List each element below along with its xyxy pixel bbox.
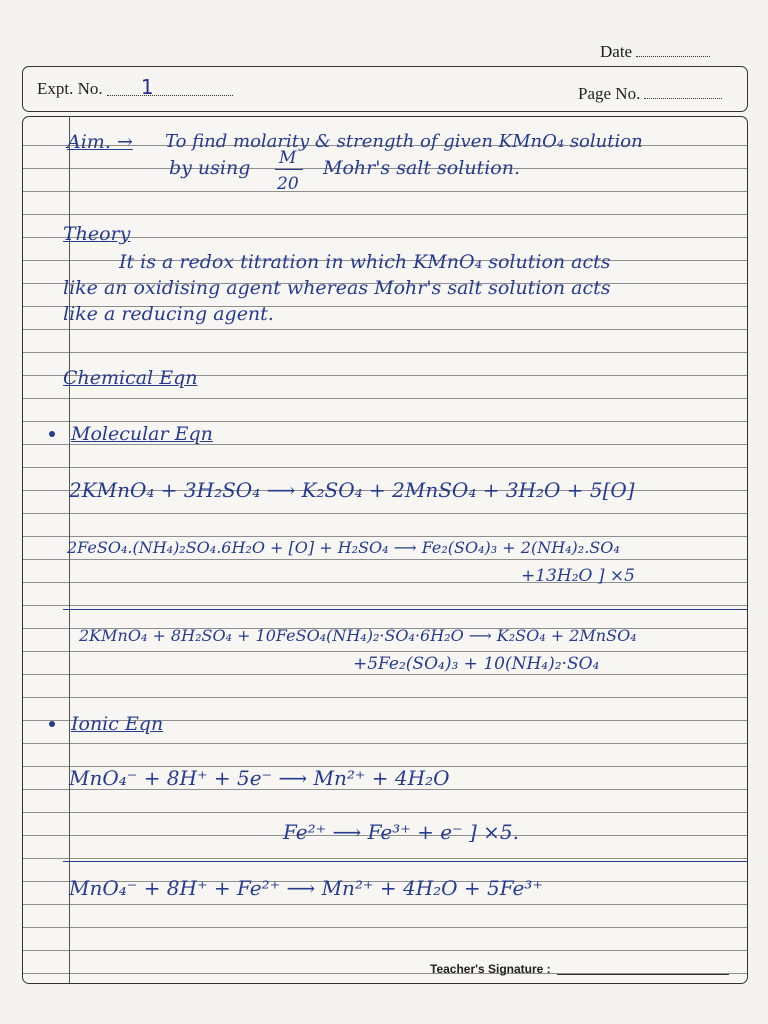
molecular-equation-1: 2KMnO₄ + 3H₂SO₄ ⟶ K₂SO₄ + 2MnSO₄ + 3H₂O + 5[O] (69, 478, 635, 502)
page-blank (644, 98, 722, 99)
expt-field (37, 75, 233, 99)
aim-fraction-numerator: M (279, 148, 297, 168)
header-box (22, 66, 748, 112)
ionic-eqn-heading: Ionic Eqn (71, 713, 164, 735)
theory-line-3: like a reducing agent. (63, 303, 274, 325)
theory-line-1: It is a redox titration in which KMnO₄ solution acts (119, 251, 611, 273)
theory-line-2: like an oxidising agent whereas Mohr's salt solution acts (63, 277, 611, 299)
separator-line (63, 609, 748, 610)
molecular-equation-2-line-2: +13H₂O ] ×5 (521, 566, 635, 586)
theory-heading: Theory (63, 223, 131, 245)
ionic-equation-3: MnO₄⁻ + 8H⁺ + Fe²⁺ ⟶ Mn²⁺ + 4H₂O + 5Fe³⁺ (69, 876, 543, 900)
date-field (600, 42, 710, 62)
signature-label: Teacher's Signature : (430, 962, 551, 976)
date-blank (636, 56, 710, 57)
aim-line-1: To find molarity & strength of given KMnO₄ solution (165, 131, 643, 152)
teacher-signature (430, 962, 729, 976)
net-equation-line-2: +5Fe₂(SO₄)₃ + 10(NH₄)₂·SO₄ (353, 654, 600, 674)
net-equation-line-1: 2KMnO₄ + 8H₂SO₄ + 10FeSO₄(NH₄)₂·SO₄·6H₂O ⟶ K₂SO₄ + 2MnSO₄ (79, 626, 637, 645)
ionic-equation-2: Fe²⁺ ⟶ Fe³⁺ + e⁻ ] ×5. (283, 820, 519, 844)
bullet-ionic (49, 721, 55, 727)
signature-line (557, 974, 729, 975)
molecular-equation-2-line-1: 2FeSO₄.(NH₄)₂SO₄.6H₂O + [O] + H₂SO₄ ⟶ Fe₂(SO₄)₃ + 2(NH₄)₂.SO₄ (67, 538, 620, 557)
expt-value: 1 (107, 79, 233, 96)
molecular-eqn-heading: Molecular Eqn (71, 423, 213, 445)
notebook-page (22, 116, 748, 984)
date-label: Date (600, 42, 633, 61)
expt-label: Expt. No. (37, 79, 103, 98)
bullet-molecular (49, 431, 55, 437)
aim-fraction-denominator: 20 (277, 174, 299, 194)
aim-line-2-end: Mohr's salt solution. (323, 157, 520, 179)
page-label: Page No. (578, 84, 641, 103)
page-field (578, 84, 722, 104)
separator-line-2 (63, 861, 748, 862)
aim-line-2-start: by using (169, 157, 251, 179)
ionic-equation-1: MnO₄⁻ + 8H⁺ + 5e⁻ ⟶ Mn²⁺ + 4H₂O (69, 766, 450, 790)
chemical-eqn-heading: Chemical Eqn (63, 367, 198, 389)
aim-heading: Aim. → (67, 131, 133, 153)
